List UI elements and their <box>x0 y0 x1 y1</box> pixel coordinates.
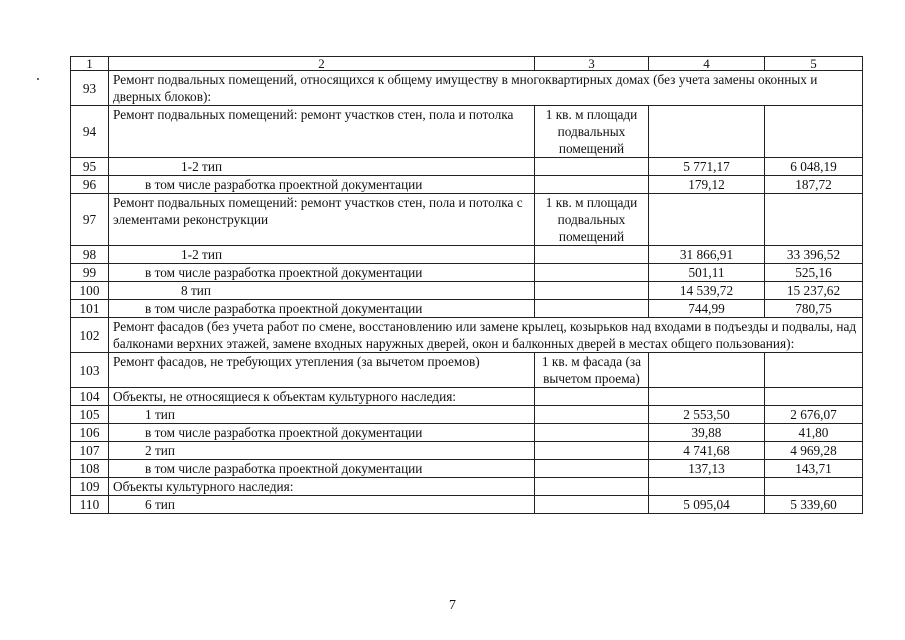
row-value-col4 <box>649 478 765 496</box>
row-description: Ремонт подвальных помещений: ремонт участков стен, пола и потолка <box>109 106 535 158</box>
row-number: 103 <box>71 353 109 388</box>
row-value-col4: 31 866,91 <box>649 246 765 264</box>
header-cell-5: 5 <box>765 57 863 71</box>
row-value-col4: 14 539,72 <box>649 282 765 300</box>
row-value-col4: 137,13 <box>649 460 765 478</box>
row-description: в том числе разработка проектной документации <box>109 300 535 318</box>
table-row <box>71 300 863 318</box>
row-value-col4: 501,11 <box>649 264 765 282</box>
row-unit <box>535 158 649 176</box>
row-number: 107 <box>71 442 109 460</box>
row-value-col4: 5 771,17 <box>649 158 765 176</box>
table-row <box>71 176 863 194</box>
row-value-col5 <box>765 194 863 246</box>
row-unit: 1 кв. м площади подвальных помещений <box>535 194 649 246</box>
row-number: 97 <box>71 194 109 246</box>
row-description: в том числе разработка проектной документации <box>109 264 535 282</box>
row-description: в том числе разработка проектной документации <box>109 424 535 442</box>
row-value-col5: 4 969,28 <box>765 442 863 460</box>
row-unit: 1 кв. м фасада (за вычетом проема) <box>535 353 649 388</box>
row-number: 100 <box>71 282 109 300</box>
row-unit <box>535 176 649 194</box>
row-description: Объекты культурного наследия: <box>109 478 535 496</box>
row-value-col4: 744,99 <box>649 300 765 318</box>
row-value-col4: 5 095,04 <box>649 496 765 514</box>
table-row <box>71 442 863 460</box>
header-cell-2: 2 <box>109 57 535 71</box>
row-value-col4 <box>649 353 765 388</box>
header-cell-3: 3 <box>535 57 649 71</box>
table-row <box>71 71 863 106</box>
row-unit <box>535 300 649 318</box>
row-description: 1 тип <box>109 406 535 424</box>
price-table <box>70 56 863 514</box>
table-row <box>71 388 863 406</box>
row-value-col4: 2 553,50 <box>649 406 765 424</box>
row-number: 108 <box>71 460 109 478</box>
row-description: в том числе разработка проектной документации <box>109 460 535 478</box>
row-number: 109 <box>71 478 109 496</box>
row-description: Ремонт фасадов (без учета работ по смене, восстановлению или замене крылец, козырьков над входами в подъезды и подвалы, над балконами верхних этажей, замене входных наружных дверей, окон и балконных дверей в местах общего пользования): <box>109 318 863 353</box>
row-value-col4 <box>649 194 765 246</box>
table-row <box>71 424 863 442</box>
row-number: 98 <box>71 246 109 264</box>
row-value-col5: 6 048,19 <box>765 158 863 176</box>
table-row <box>71 406 863 424</box>
row-value-col5 <box>765 353 863 388</box>
row-number: 94 <box>71 106 109 158</box>
row-value-col5 <box>765 478 863 496</box>
table-row <box>71 282 863 300</box>
row-description: Объекты, не относящиеся к объектам культурного наследия: <box>109 388 535 406</box>
row-unit <box>535 406 649 424</box>
row-number: 96 <box>71 176 109 194</box>
table-row <box>71 264 863 282</box>
row-unit <box>535 460 649 478</box>
row-value-col5: 143,71 <box>765 460 863 478</box>
row-value-col4 <box>649 388 765 406</box>
page-number: 7 <box>449 598 456 613</box>
row-unit <box>535 264 649 282</box>
row-unit <box>535 282 649 300</box>
row-value-col4 <box>649 106 765 158</box>
row-number: 104 <box>71 388 109 406</box>
row-value-col5: 780,75 <box>765 300 863 318</box>
row-description: 6 тип <box>109 496 535 514</box>
scan-speck <box>37 78 39 80</box>
row-number: 105 <box>71 406 109 424</box>
row-number: 93 <box>71 71 109 106</box>
row-value-col5: 15 237,62 <box>765 282 863 300</box>
table-row <box>71 318 863 353</box>
row-value-col5 <box>765 388 863 406</box>
table-row <box>71 106 863 158</box>
row-number: 99 <box>71 264 109 282</box>
header-cell-4: 4 <box>649 57 765 71</box>
row-value-col5: 525,16 <box>765 264 863 282</box>
row-unit <box>535 442 649 460</box>
table-row <box>71 496 863 514</box>
row-unit: 1 кв. м площади подвальных помещений <box>535 106 649 158</box>
row-number: 110 <box>71 496 109 514</box>
row-value-col5: 33 396,52 <box>765 246 863 264</box>
row-unit <box>535 246 649 264</box>
row-unit <box>535 424 649 442</box>
row-description: 1-2 тип <box>109 158 535 176</box>
row-value-col4: 179,12 <box>649 176 765 194</box>
row-value-col5: 5 339,60 <box>765 496 863 514</box>
row-unit <box>535 388 649 406</box>
table-row <box>71 158 863 176</box>
row-value-col5: 2 676,07 <box>765 406 863 424</box>
row-value-col4: 4 741,68 <box>649 442 765 460</box>
row-number: 106 <box>71 424 109 442</box>
row-description: в том числе разработка проектной документации <box>109 176 535 194</box>
table-row <box>71 194 863 246</box>
row-unit <box>535 478 649 496</box>
table-header-row <box>71 57 863 71</box>
table-row <box>71 478 863 496</box>
row-number: 102 <box>71 318 109 353</box>
row-description: Ремонт подвальных помещений: ремонт участков стен, пола и потолка с элементами реконструкции <box>109 194 535 246</box>
table-row <box>71 246 863 264</box>
row-value-col5 <box>765 106 863 158</box>
row-number: 95 <box>71 158 109 176</box>
table-row <box>71 353 863 388</box>
row-value-col4: 39,88 <box>649 424 765 442</box>
header-cell-1: 1 <box>71 57 109 71</box>
row-description: 2 тип <box>109 442 535 460</box>
row-description: Ремонт фасадов, не требующих утепления (за вычетом проемов) <box>109 353 535 388</box>
row-value-col5: 187,72 <box>765 176 863 194</box>
row-unit <box>535 496 649 514</box>
row-description: Ремонт подвальных помещений, относящихся к общему имуществу в многоквартирных домах (без учета замены оконных и дверных блоков): <box>109 71 863 106</box>
row-description: 8 тип <box>109 282 535 300</box>
table-row <box>71 460 863 478</box>
row-number: 101 <box>71 300 109 318</box>
row-description: 1-2 тип <box>109 246 535 264</box>
row-value-col5: 41,80 <box>765 424 863 442</box>
